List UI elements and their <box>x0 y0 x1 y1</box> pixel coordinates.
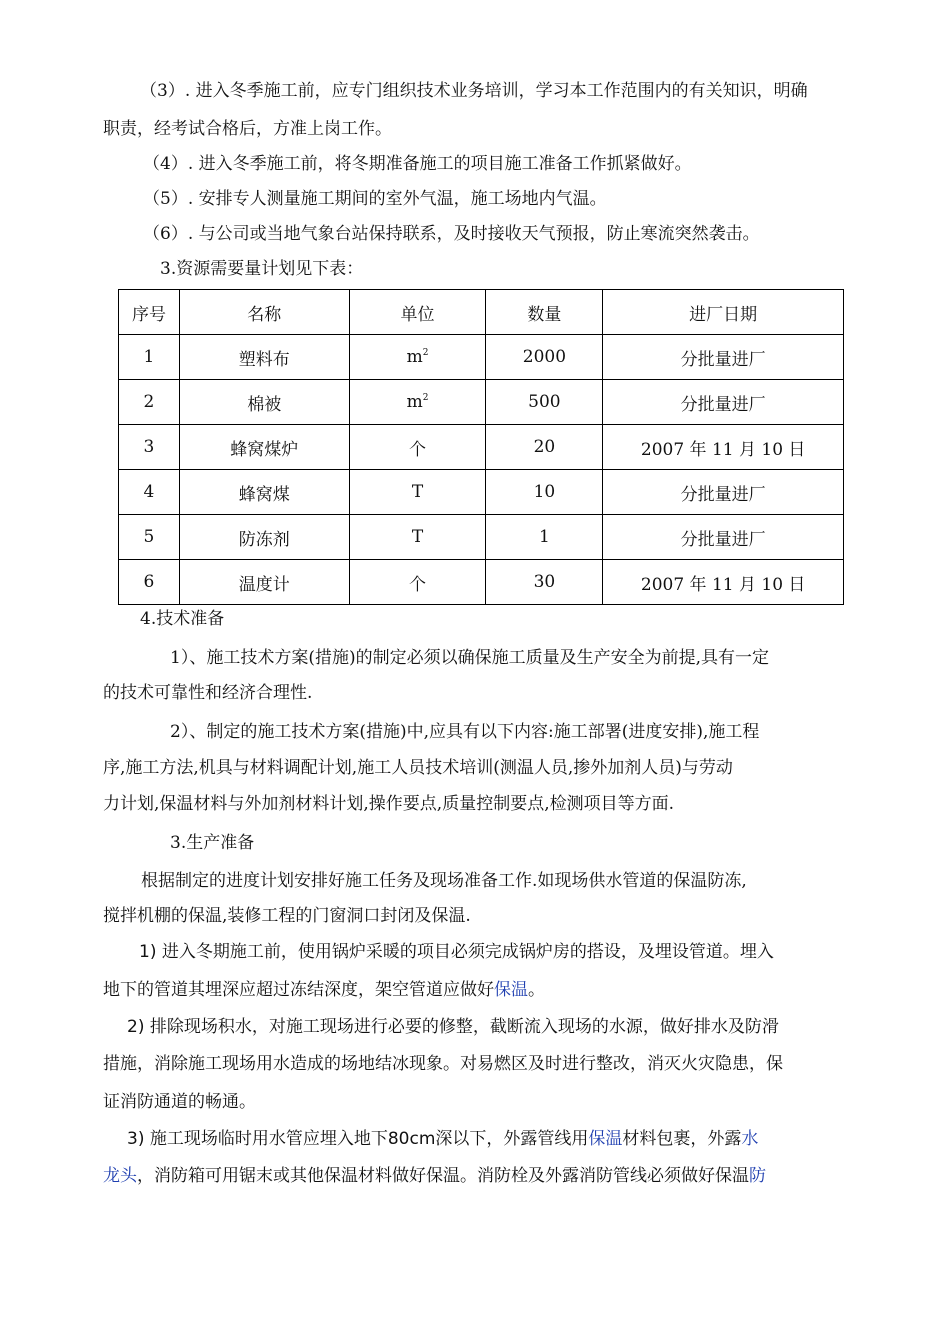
cell-no: 4 <box>119 470 180 515</box>
resource-heading: 3.资源需要量计划见下表： <box>160 259 364 279</box>
prod-item3-line2 <box>103 1165 766 1187</box>
faucet-link[interactable]: 龙头 <box>103 1166 137 1186</box>
prod-item1-line2 <box>103 979 545 1001</box>
item-number: 2) <box>127 1017 145 1037</box>
tech-item2-line2: 序,施工方法,机具与材料调配计划,施工人员技术培训(测温人员,掺外加剂人员)与劳动 <box>103 758 733 778</box>
tech-item1-line2: 的技术可靠性和经济合理性. <box>103 683 313 703</box>
tech-item1-line1: 1）、施工技术方案(措施)的制定必须以确保施工质量及生产安全为前提,具有一定 <box>170 648 769 668</box>
header-cell: 序号 <box>119 290 180 335</box>
prod-item2-line3: 证消防通道的畅通。 <box>103 1092 256 1112</box>
item-text: 材料包裹，外露 <box>622 1129 742 1149</box>
cell-name: 蜂窝煤 <box>179 470 349 515</box>
cell-date: 分批量进厂 <box>603 470 844 515</box>
tech-heading: 4.技术准备 <box>140 609 225 629</box>
insulation-link[interactable]: 保温 <box>494 980 528 1000</box>
table-row <box>119 335 844 380</box>
cell-date: 分批量进厂 <box>603 515 844 560</box>
cell-unit: 个 <box>349 425 486 470</box>
cell-unit: 个 <box>349 560 486 605</box>
tech-item2-line1: 2）、制定的施工技术方案(措施)中,应具有以下内容:施工部署(进度安排),施工程 <box>170 722 760 742</box>
cell-no: 2 <box>119 380 180 425</box>
cell-date: 2007 年 11 月 10 日 <box>603 560 844 605</box>
depth-value: 80cm <box>387 1129 436 1149</box>
item-text: 。 <box>528 980 545 1000</box>
resource-table <box>118 289 844 605</box>
unit-superscript: 2 <box>422 348 429 358</box>
cell-no: 3 <box>119 425 180 470</box>
cell-name: 塑料布 <box>179 335 349 380</box>
item-text: 施工现场临时用水管应埋入地下 <box>149 1129 388 1149</box>
table-row <box>119 470 844 515</box>
item-text: 地下的管道其埋深应超过冻结深度，架空管道应做好 <box>103 980 494 1000</box>
header-cell: 名称 <box>179 290 349 335</box>
faucet-link[interactable]: 水 <box>741 1129 759 1149</box>
cell-qty: 1 <box>486 515 603 560</box>
antifreeze-link[interactable]: 防 <box>749 1166 766 1186</box>
cell-qty: 2000 <box>486 335 603 380</box>
prod-item2-line1 <box>127 1016 779 1038</box>
item-number: 1) <box>139 942 157 962</box>
para-3-line1: （3）. 进入冬季施工前，应专门组织技术业务培训，学习本工作范围内的有关知识，明确 <box>140 81 808 101</box>
cell-no: 5 <box>119 515 180 560</box>
item-number: 3) <box>127 1129 145 1149</box>
production-heading: 3.生产准备 <box>170 833 255 853</box>
item-text: 排除现场积水，对施工现场进行必要的修整，截断流入现场的水源，做好排水及防滑 <box>149 1017 779 1037</box>
para-5: （5）. 安排专人测量施工期间的室外气温，施工场地内气温。 <box>143 189 607 209</box>
header-cell: 数量 <box>486 290 603 335</box>
cell-date: 分批量进厂 <box>603 335 844 380</box>
cell-unit <box>349 380 486 425</box>
item-text: 深以下，外露管线用 <box>435 1129 589 1149</box>
cell-name: 温度计 <box>179 560 349 605</box>
cell-name: 棉被 <box>179 380 349 425</box>
table-row <box>119 560 844 605</box>
unit-text: m <box>406 392 423 412</box>
tech-item2-line3: 力计划,保温材料与外加剂材料计划,操作要点,质量控制要点,检测项目等方面. <box>103 794 675 814</box>
prod-item3-line1 <box>127 1128 758 1150</box>
cell-qty: 30 <box>486 560 603 605</box>
production-intro-line1: 根据制定的进度计划安排好施工任务及现场准备工作.如现场供水管道的保温防冻, <box>141 871 747 891</box>
table-header-row <box>119 290 844 335</box>
unit-text: m <box>406 347 423 367</box>
prod-item2-line2: 措施，消除施工现场用水造成的场地结冰现象。对易燃区及时进行整改，消灭火灾隐患，保 <box>103 1054 783 1074</box>
cell-no: 6 <box>119 560 180 605</box>
cell-qty: 500 <box>486 380 603 425</box>
cell-unit: T <box>349 470 486 515</box>
cell-qty: 20 <box>486 425 603 470</box>
cell-unit: T <box>349 515 486 560</box>
cell-name: 防冻剂 <box>179 515 349 560</box>
para-3-line2: 职责，经考试合格后，方准上岗工作。 <box>103 119 392 139</box>
item-text: 进入冬期施工前，使用锅炉采暖的项目必须完成锅炉房的搭设，及埋设管道。埋入 <box>161 942 774 962</box>
cell-name: 蜂窝煤炉 <box>179 425 349 470</box>
production-intro-line2: 搅拌机棚的保温,装修工程的门窗洞口封闭及保温. <box>103 906 471 926</box>
table-row <box>119 380 844 425</box>
para-6: （6）. 与公司或当地气象台站保持联系，及时接收天气预报，防止寒流突然袭击。 <box>143 224 760 244</box>
cell-qty: 10 <box>486 470 603 515</box>
item-text: ，消防箱可用锯末或其他保温材料做好保温。消防栓及外露消防管线必须做好保温 <box>137 1166 749 1186</box>
table-row <box>119 515 844 560</box>
header-cell: 进厂日期 <box>603 290 844 335</box>
unit-superscript: 2 <box>422 393 429 403</box>
header-cell: 单位 <box>349 290 486 335</box>
table-row <box>119 425 844 470</box>
insulation-link[interactable]: 保温 <box>588 1129 623 1149</box>
cell-no: 1 <box>119 335 180 380</box>
para-4: （4）. 进入冬季施工前，将冬期准备施工的项目施工准备工作抓紧做好。 <box>143 154 692 174</box>
prod-item1-line1 <box>139 941 774 963</box>
cell-date: 分批量进厂 <box>603 380 844 425</box>
cell-unit <box>349 335 486 380</box>
cell-date: 2007 年 11 月 10 日 <box>603 425 844 470</box>
